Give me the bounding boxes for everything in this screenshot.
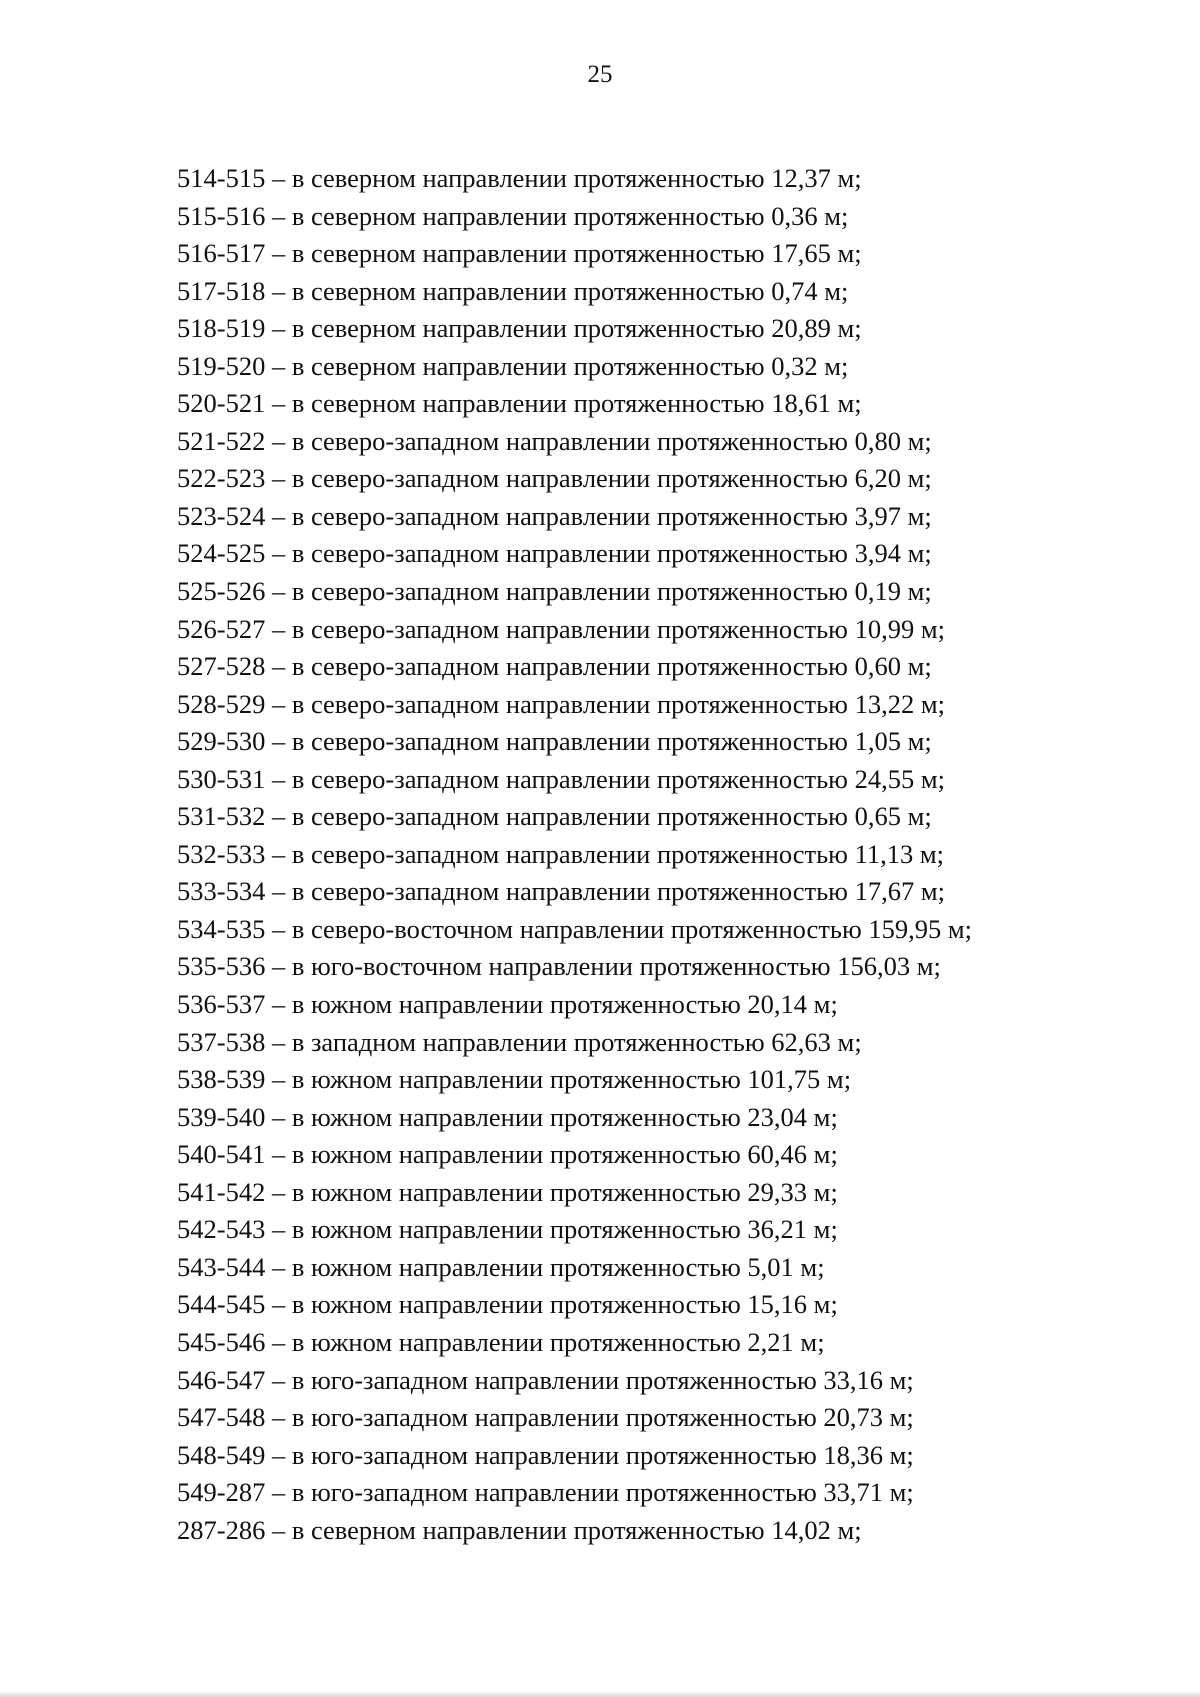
list-item: 532-533 – в северо-западном направлении протяженностью 11,13 м;	[177, 838, 944, 869]
scan-bottom-edge	[0, 1691, 1200, 1697]
list-item: 549-287 – в юго-западном направлении протяженностью 33,71 м;	[177, 1477, 914, 1508]
list-item: 534-535 – в северо-восточном направлении протяженностью 159,95 м;	[177, 913, 973, 944]
list-item: 526-527 – в северо-западном направлении протяженностью 10,99 м;	[177, 613, 945, 644]
boundary-segment-list	[177, 160, 972, 1549]
list-item: 525-526 – в северо-западном направлении протяженностью 0,19 м;	[177, 576, 932, 607]
list-item: 522-523 – в северо-западном направлении протяженностью 6,20 м;	[177, 463, 932, 494]
list-item: 539-540 – в южном направлении протяженностью 23,04 м;	[177, 1101, 838, 1132]
list-item: 514-515 – в северном направлении протяженностью 12,37 м;	[177, 163, 862, 193]
list-item: 528-529 – в северо-западном направлении протяженностью 13,22 м;	[177, 688, 945, 719]
list-item: 536-537 – в южном направлении протяженностью 20,14 м;	[177, 989, 838, 1020]
list-item: 533-534 – в северо-западном направлении протяженностью 17,67 м;	[177, 876, 945, 907]
list-item: 544-545 – в южном направлении протяженностью 15,16 м;	[177, 1289, 838, 1320]
list-item: 535-536 – в юго-восточном направлении протяженностью 156,03 м;	[177, 951, 941, 982]
list-item: 548-549 – в юго-западном направлении протяженностью 18,36 м;	[177, 1439, 914, 1470]
list-item: 518-519 – в северном направлении протяженностью 20,89 м;	[177, 313, 862, 344]
list-item: 542-543 – в южном направлении протяженностью 36,21 м;	[177, 1214, 838, 1245]
list-item: 520-521 – в северном направлении протяженностью 18,61 м;	[177, 388, 862, 419]
list-item: 530-531 – в северо-западном направлении протяженностью 24,55 м;	[177, 763, 945, 794]
list-item: 546-547 – в юго-западном направлении протяженностью 33,16 м;	[177, 1364, 914, 1395]
list-item: 524-525 – в северо-западном направлении протяженностью 3,94 м;	[177, 538, 932, 569]
list-item: 543-544 – в южном направлении протяженностью 5,01 м;	[177, 1251, 825, 1282]
list-item: 521-522 – в северо-западном направлении протяженностью 0,80 м;	[177, 425, 932, 456]
list-item: 517-518 – в северном направлении протяженностью 0,74 м;	[177, 275, 849, 306]
page-number: 25	[587, 61, 613, 88]
list-item: 519-520 – в северном направлении протяженностью 0,32 м;	[177, 350, 849, 381]
list-item: 287-286 – в северном направлении протяженностью 14,02 м;	[177, 1514, 862, 1545]
list-item: 531-532 – в северо-западном направлении протяженностью 0,65 м;	[177, 801, 932, 832]
list-item: 540-541 – в южном направлении протяженностью 60,46 м;	[177, 1139, 838, 1170]
list-item: 515-516 – в северном направлении протяженностью 0,36 м;	[177, 200, 849, 231]
list-item: 516-517 – в северном направлении протяженностью 17,65 м;	[177, 238, 862, 269]
list-item: 527-528 – в северо-западном направлении протяженностью 0,60 м;	[177, 651, 932, 682]
list-item: 523-524 – в северо-западном направлении протяженностью 3,97 м;	[177, 500, 932, 531]
list-item: 545-546 – в южном направлении протяженностью 2,21 м;	[177, 1326, 825, 1357]
list-item: 538-539 – в южном направлении протяженностью 101,75 м;	[177, 1064, 852, 1095]
list-item: 547-548 – в юго-западном направлении протяженностью 20,73 м;	[177, 1402, 914, 1433]
list-item: 537-538 – в западном направлении протяженностью 62,63 м;	[177, 1026, 862, 1057]
list-item: 541-542 – в южном направлении протяженностью 29,33 м;	[177, 1176, 838, 1207]
list-item: 529-530 – в северо-западном направлении протяженностью 1,05 м;	[177, 726, 932, 757]
